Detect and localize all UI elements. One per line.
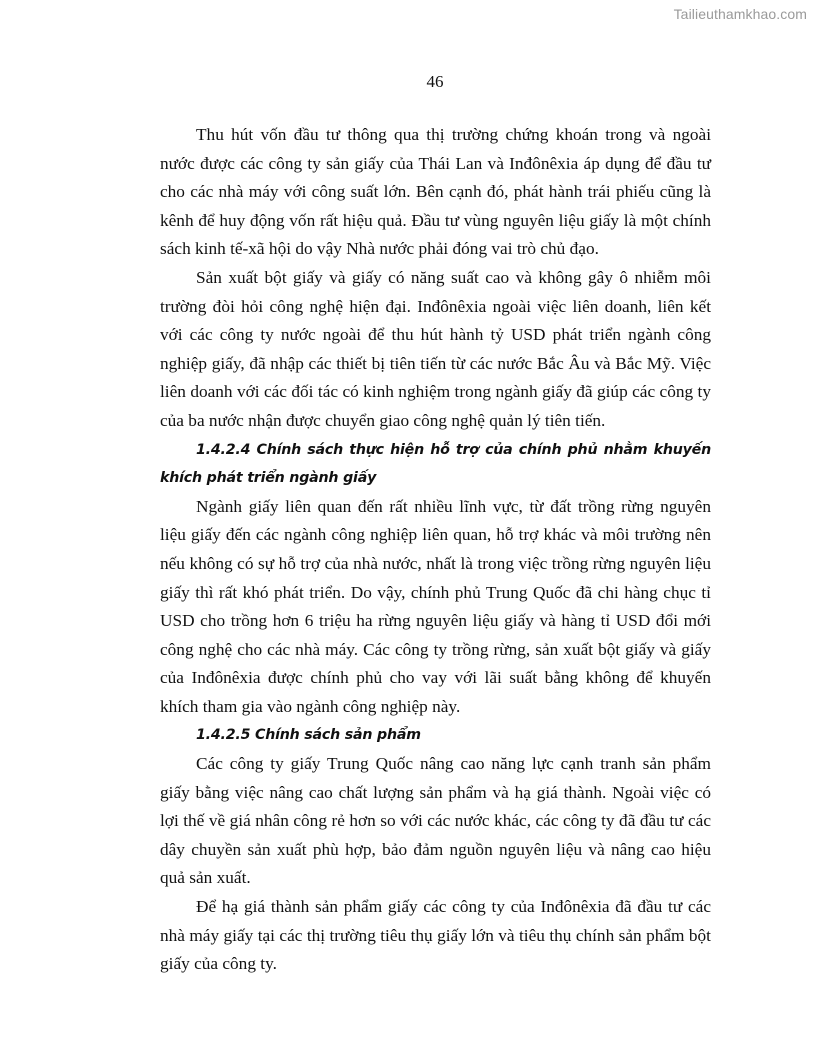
section-heading: 1.4.2.5 Chính sách sản phẩm <box>196 727 421 744</box>
paragraph: Sản xuất bột giấy và giấy có năng suất cao và không gây ô nhiễm môi trường đòi hỏi công nghệ hiện đại. Inđônêxia ngoài việc liên doanh, liên kết với các công ty nước ngoài để thu hút hành tỷ USD phát triển ngành công nghiệp giấy, đã nhập các thiết bị tiên tiến từ các nước Bắc Âu và Bắc Mỹ. Việc liên doanh với các đối tác có kinh nghiệm trong ngành giấy đã giúp các công ty của ba nước nhận được chuyển giao công nghệ quản lý tiên tiến. <box>160 267 711 430</box>
paragraph: Thu hút vốn đầu tư thông qua thị trường chứng khoán trong và ngoài nước được các công ty sản giấy của Thái Lan và Inđônêxia áp dụng để đầu tư cho các nhà máy với công suất lớn. Bên cạnh đó, phát hành trái phiếu cũng là kênh để huy động vốn rất hiệu quả. Đầu tư vùng nguyên liệu giấy là một chính sách kinh tế-xã hội do vậy Nhà nước phải đóng vai trò chủ đạo. <box>160 125 711 259</box>
paragraph: Để hạ giá thành sản phẩm giấy các công ty của Inđônêxia đã đầu tư các nhà máy giấy tại các thị trường tiêu thụ giấy lớn và tiêu thụ chính sản phẩm bột giấy của công ty. <box>160 897 711 974</box>
paragraph: Các công ty giấy Trung Quốc nâng cao năng lực cạnh tranh sản phẩm giấy bằng việc nâng cao chất lượng sản phẩm và hạ giá thành. Ngoài việc có lợi thế về giá nhân công rẻ hơn so với các nước khác, các công ty đã đầu tư các dây chuyền sản xuất phù hợp, bảo đảm nguồn nguyên liệu và nâng cao hiệu quả sản xuất. <box>160 754 711 888</box>
watermark: Tailieuthamkhao.com <box>673 6 807 22</box>
page-number: 46 <box>426 72 444 91</box>
document-body <box>160 121 711 979</box>
section-heading: 1.4.2.4 Chính sách thực hiện hỗ trợ của chính phủ nhằm khuyến khích phát triển ngành giấy <box>160 441 711 487</box>
paragraph: Ngành giấy liên quan đến rất nhiều lĩnh vực, từ đất trồng rừng nguyên liệu giấy đến các ngành công nghiệp liên quan, hỗ trợ khác và môi trường nên nếu không có sự hỗ trợ của nhà nước, nhất là trong việc trồng rừng nguyên liệu giấy thì rất khó phát triển. Do vậy, chính phủ Trung Quốc đã chi hàng chục tỉ USD cho trồng hơn 6 triệu ha rừng nguyên liệu giấy và hàng tỉ USD đổi mới công nghệ cho các nhà máy. Các công ty trồng rừng, sản xuất bột giấy và giấy của Inđônêxia được chính phủ cho vay với lãi suất bằng không để khuyến khích tham gia vào ngành công nghiệp này. <box>160 496 711 716</box>
